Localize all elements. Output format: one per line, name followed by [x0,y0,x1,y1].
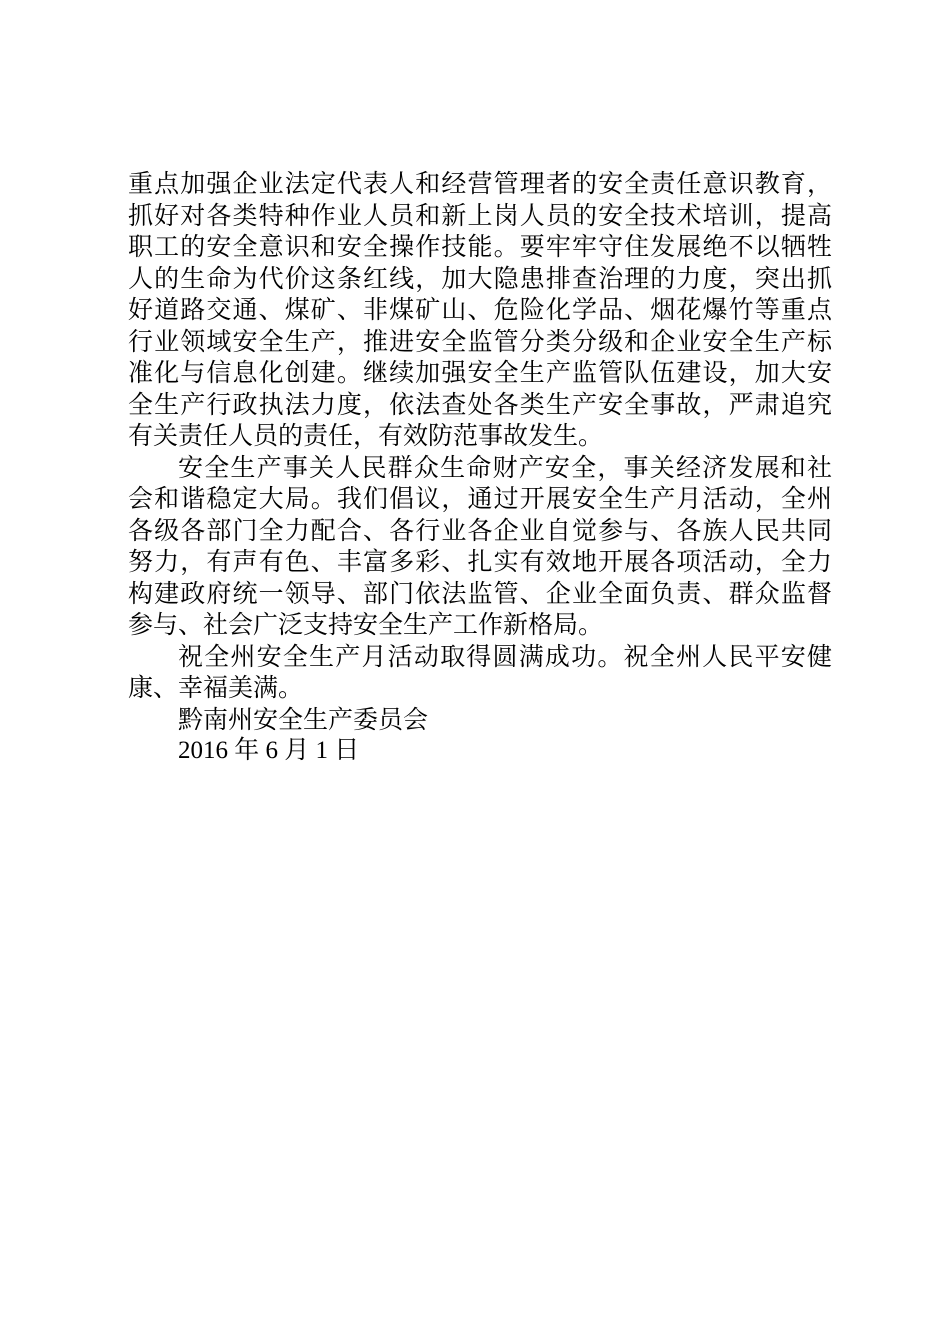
text-line: 准化与信息化创建。继续加强安全生产监管队伍建设，加大安 [128,358,832,387]
text-line: 安全生产事关人民群众生命财产安全，事关经济发展和社 [178,452,832,482]
text-line: 好道路交通、煤矿、非煤矿山、危险化学品、烟花爆竹等重点 [128,295,832,324]
text-line: 有关责任人员的责任，有效防范事故发生。 [128,421,604,450]
paragraph-1 [128,168,832,452]
text-line: 全生产行政执法力度，依法查处各类生产安全事故，严肃追究 [128,389,832,419]
text-line: 会和谐稳定大局。我们倡议，通过开展安全生产月活动，全州 [128,484,832,513]
document-body [128,168,832,767]
signature-line: 黔南州安全生产委员会 [178,704,429,734]
text-line: 祝全州安全生产月活动取得圆满成功。祝全州人民平安健 [178,641,832,671]
text-line: 人的生命为代价这条红线，加大隐患排查治理的力度，突出抓 [128,263,832,293]
text-line: 康、幸福美满。 [128,673,304,702]
text-line: 职工的安全意识和安全操作技能。要牢牢守住发展绝不以牺牲 [128,232,832,261]
paragraph-2 [128,452,832,641]
text-line: 各级各部门全力配合、各行业各企业自觉参与、各族人民共同 [128,515,832,545]
text-line: 行业领域安全生产，推进安全监管分类分级和企业安全生产标 [128,326,832,356]
text-line: 构建政府统一领导、部门依法监管、企业全面负责、群众监督 [128,578,832,608]
text-line: 抓好对各类特种作业人员和新上岗人员的安全技术培训，提高 [128,200,832,230]
date-line: 2016 年 6 月 1 日 [178,737,360,764]
text-line: 参与、社会广泛支持安全生产工作新格局。 [128,610,604,639]
text-line: 努力，有声有色、丰富多彩、扎实有效地开展各项活动，全力 [128,547,832,576]
text-line: 重点加强企业法定代表人和经营管理者的安全责任意识教育， [128,169,832,198]
paragraph-3 [128,641,832,704]
